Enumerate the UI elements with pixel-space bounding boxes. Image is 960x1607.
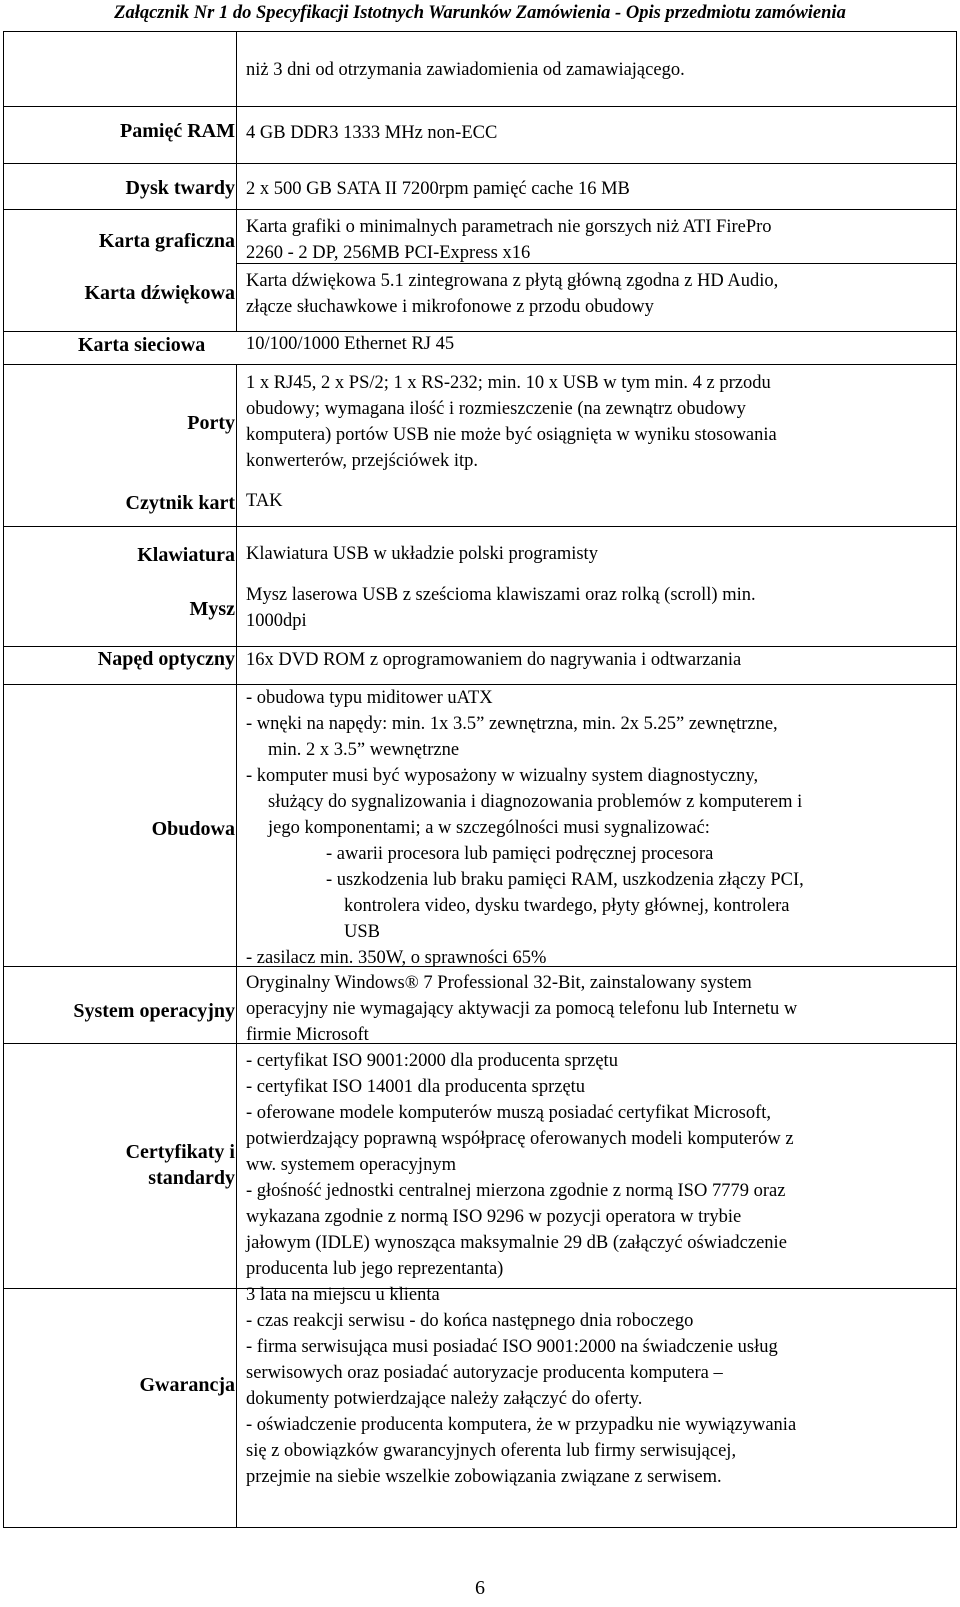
gpu-value: Karta grafiki o minimalnych parametrach nie gorszych niż ATI FirePro 2260 - 2 DP, 256MB PCI-Express x16 — [246, 217, 772, 263]
optical-value: 16x DVD ROM z oprogramowaniem do nagrywania i odtwarzania — [246, 650, 742, 670]
column-divider — [236, 364, 237, 1527]
disk-label: Dysk twardy — [125, 177, 235, 199]
page-number: 6 — [475, 1577, 485, 1599]
column-divider — [236, 32, 237, 331]
keyboard-label: Klawiatura — [137, 544, 235, 566]
case-value: - obudowa typu miditower uATX - wnęki na napędy: min. 1x 3.5” zewnętrzna, min. 2x 5.25” zewnętrzne, min. 2 x 3.5” wewnętrzne - komputer musi być wyposażony w wizualny system diagnostyczny, służący do sygnalizowania i diagnozowania problemów z komputerem i jego komponentami; a w szczególności musi sygnalizować: - awarii procesora lub pamięci podręcznej procesora - uszkodzenia lub braku pamięci RAM, uszkodzenia złączy PCI, kontrolera video, dysku twardego, płyty głównej, kontrolera USB - zasilacz min. 350W, o sprawności 65% — [246, 688, 804, 968]
os-value: Oryginalny Windows® 7 Professional 32-Bit, zainstalowany system operacyjny nie wymagający aktywacji za pomocą telefonu lub Internetu w firmie Microsoft — [246, 973, 798, 1045]
case-label: Obudowa — [151, 818, 235, 840]
reader-value: TAK — [246, 491, 283, 511]
cert-value: - certyfikat ISO 9001:2000 dla producenta sprzętu - certyfikat ISO 14001 dla producenta sprzętu - oferowane modele komputerów muszą posiadać certyfikat Microsoft, potwierdzający poprawną współpracę oferowanych modeli komputerów z ww. systemem operacyjnym - głośność jednostki centralnej mierzona zgodnie z normą ISO 7779 oraz wykazana zgodnie z normą ISO 9296 w pozycji operatora w trybie jałowym (IDLE) wynosząca maksymalnie 29 dB (załączyć oświadczenie producenta lub jego reprezentanta) — [246, 1051, 794, 1279]
gpu-label: Karta graficzna — [98, 230, 235, 252]
row-divider — [4, 209, 956, 210]
warranty-value: 3 lata na miejscu u klienta - czas reakcji serwisu - do końca następnego dnia roboczego - firma serwisująca musi posiadać ISO 9001:2000 na świadczenie usług serwisowych oraz posiadać autoryzacje producenta komputera – dokumenty potwierdzające należy załączyć do oferty. - oświadczenie producenta komputera, że w przypadku nie wywiązywania się z obowiązków gwarancyjnych oferenta lub firmy serwisującej, przejmie na siebie wszelkie zobowiązania związane z serwisem. — [246, 1285, 797, 1487]
net-value: 10/100/1000 Ethernet RJ 45 — [246, 334, 455, 354]
ram-label: Pamięć RAM — [120, 120, 235, 142]
audio-value: Karta dźwiękowa 5.1 zintegrowana z płytą główną zgodna z HD Audio, złącze słuchawkowe i mikrofonowe z przodu obudowy — [246, 271, 779, 317]
row-divider — [4, 526, 956, 527]
disk-value: 2 x 500 GB SATA II 7200rpm pamięć cache 16 MB — [246, 179, 630, 199]
reader-label: Czytnik kart — [125, 492, 235, 514]
row-divider — [4, 364, 956, 365]
ram-value: 4 GB DDR3 1333 MHz non-ECC — [246, 123, 498, 143]
document-header: Załącznik Nr 1 do Specyfikacji Istotnych Warunków Zamówienia - Opis przedmiotu zamówienia — [114, 3, 846, 23]
row-divider — [4, 163, 956, 164]
net-label: Karta sieciowa — [78, 334, 206, 356]
ports-label: Porty — [187, 412, 235, 434]
warranty-label: Gwarancja — [139, 1374, 235, 1396]
keyboard-value: Klawiatura USB w układzie polski programisty — [246, 544, 598, 564]
audio-label: Karta dźwiękowa — [84, 282, 235, 304]
ports-value: 1 x RJ45, 2 x PS/2; 1 x RS-232; min. 10 x USB w tym min. 4 z przodu obudowy; wymagana ilość i rozmieszczenie (na zewnątrz obudowy komputera) portów USB nie może być osiągnięta w wyniku stosowania konwerterów, przejściówek itp. — [246, 373, 777, 471]
os-label: System operacyjny — [73, 1000, 235, 1022]
cont-value: niż 3 dni od otrzymania zawiadomienia od zamawiającego. — [246, 60, 685, 80]
row-divider — [4, 106, 956, 107]
mouse-value: Mysz laserowa USB z sześcioma klawiszami oraz rolką (scroll) min. 1000dpi — [246, 585, 756, 631]
mouse-label: Mysz — [189, 598, 235, 620]
cert-label: Certyfikaty i standardy — [125, 1141, 235, 1189]
optical-label: Napęd optyczny — [97, 648, 235, 670]
